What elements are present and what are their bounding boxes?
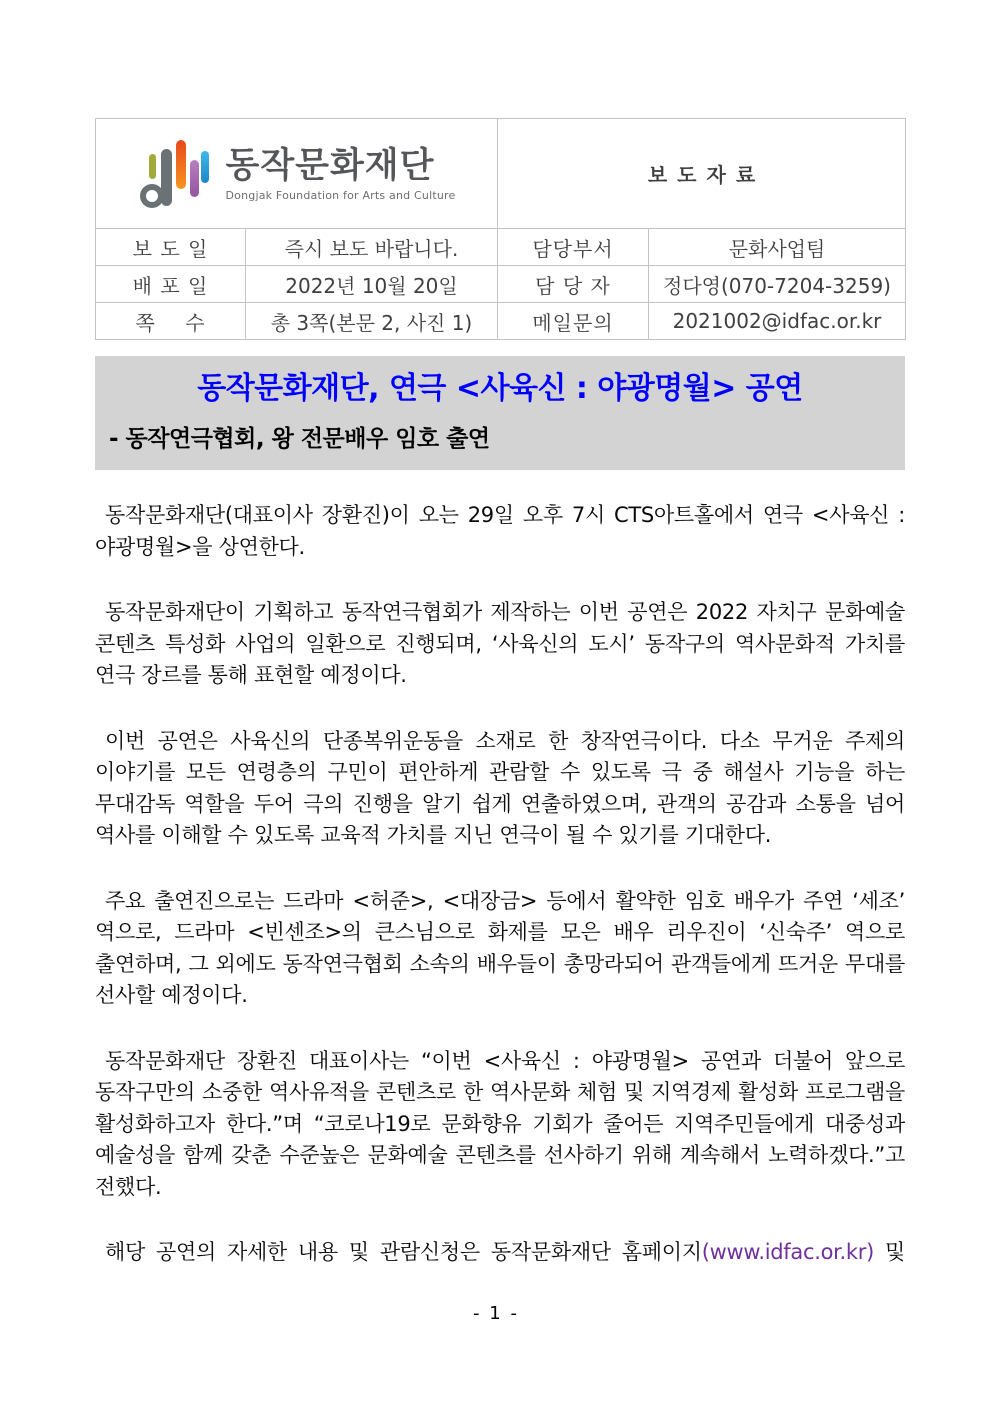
press-subtitle: - 동작연극협회, 왕 전문배우 임호 출연 xyxy=(109,426,490,452)
foundation-logo xyxy=(96,140,497,208)
press-release-header-table xyxy=(95,118,906,340)
title-banner xyxy=(95,356,905,470)
press-date-label: 보 도 일 xyxy=(96,229,246,266)
press-title: 동작문화재단, 연극 <사육신 : 야광명월> 공연 xyxy=(197,371,803,406)
paragraph-1: 동작문화재단(대표이사 장환진)이 오는 29일 오후 7시 CTS아트홀에서 연극 <사육신 : 야광명월>을 상연한다. xyxy=(95,503,905,559)
department-value: 문화사업팀 xyxy=(649,229,906,266)
paragraph-5: 동작문화재단 장환진 대표이사는 “이번 <사육신 : 야광명월> 공연과 더불어 앞으로 동작구만의 소중한 역사유적을 콘텐츠로 한 역사문화 체험 및 지역경제 활성화 프로그램을 활성화하고자 한다.”며 “코로나19로 문화향유 기회가 줄어든 지역주민들에게 대중성과 예술성을 함께 갖춘 수준높은 문화예술 콘텐츠를 선사하기 위해 계속해서 노력하겠다.”고 전했다. xyxy=(95,1048,905,1199)
page-count-label: 쪽 수 xyxy=(96,303,246,340)
contact-person-label: 담 당 자 xyxy=(498,266,649,303)
logo-bar-orange-icon xyxy=(176,140,186,189)
paragraph-4: 주요 출연진으로는 드라마 <허준>, <대장금> 등에서 활약한 임호 배우가 주연 ‘세조’ 역으로, 드라마 <빈센조>의 큰스님으로 화제를 모은 배우 리우진이 ‘신숙주’ 역으로 출연하며, 그 외에도 동작연극협회 소속의 배우들이 총망라되어 관객들에게 뜨거운 무대를 선사할 예정이다. xyxy=(95,888,905,1007)
page-number: - 1 - xyxy=(473,1303,519,1324)
logo-bar-green-icon xyxy=(149,154,156,179)
department-label: 담당부서 xyxy=(498,229,649,266)
brand-name: 동작문화재단 xyxy=(225,145,435,186)
page-count-value: 총 3쪽(본문 2, 사진 1) xyxy=(246,303,498,340)
logo-bar-blue-icon xyxy=(201,151,209,183)
doc-type-title: 보도자료 xyxy=(498,119,906,229)
contact-person-value: 정다영(070-7204-3259) xyxy=(649,266,906,303)
closing-paragraph xyxy=(95,1237,905,1269)
email-value: 2021002@idfac.or.kr xyxy=(649,303,906,340)
closing-text-after: 및 xyxy=(873,1240,905,1264)
logo-cell xyxy=(96,119,498,229)
email-label: 메일문의 xyxy=(498,303,649,340)
brand-subtitle: Dongjak Foundation for Arts and Culture xyxy=(225,188,456,202)
press-body xyxy=(95,500,905,1303)
logo-d-circle-icon xyxy=(140,184,164,208)
release-date-label: 배 포 일 xyxy=(96,266,246,303)
press-date-value: 즉시 보도 바랍니다. xyxy=(246,229,498,266)
dongjak-logo-icon xyxy=(138,140,212,208)
closing-text-before: 해당 공연의 자세한 내용 및 관람신청은 동작문화재단 홈페이지 xyxy=(105,1240,702,1264)
logo-bar-purple-icon xyxy=(190,160,199,197)
website-link[interactable]: (www.idfac.or.kr) xyxy=(701,1240,874,1264)
release-date-value: 2022년 10월 20일 xyxy=(246,266,498,303)
paragraph-2: 동작문화재단이 기획하고 동작연극협회가 제작하는 이번 공연은 2022 자치구 문화예술 콘텐츠 특성화 사업의 일환으로 진행되며, ‘사육신의 도시’ 동작구의 역사문화적 가치를 연극 장르를 통해 표현할 예정이다. xyxy=(95,600,905,687)
paragraph-3: 이번 공연은 사육신의 단종복위운동을 소재로 한 창작연극이다. 다소 무거운 주제의 이야기를 모든 연령층의 구민이 편안하게 관람할 수 있도록 극 중 해설사 기능을 하는 무대감독 역할을 두어 극의 진행을 알기 쉽게 연출하였으며, 관객의 공감과 소통을 넘어 역사를 이해할 수 있도록 교육적 가치를 지닌 연극이 될 수 있기를 기대한다. xyxy=(95,728,905,847)
